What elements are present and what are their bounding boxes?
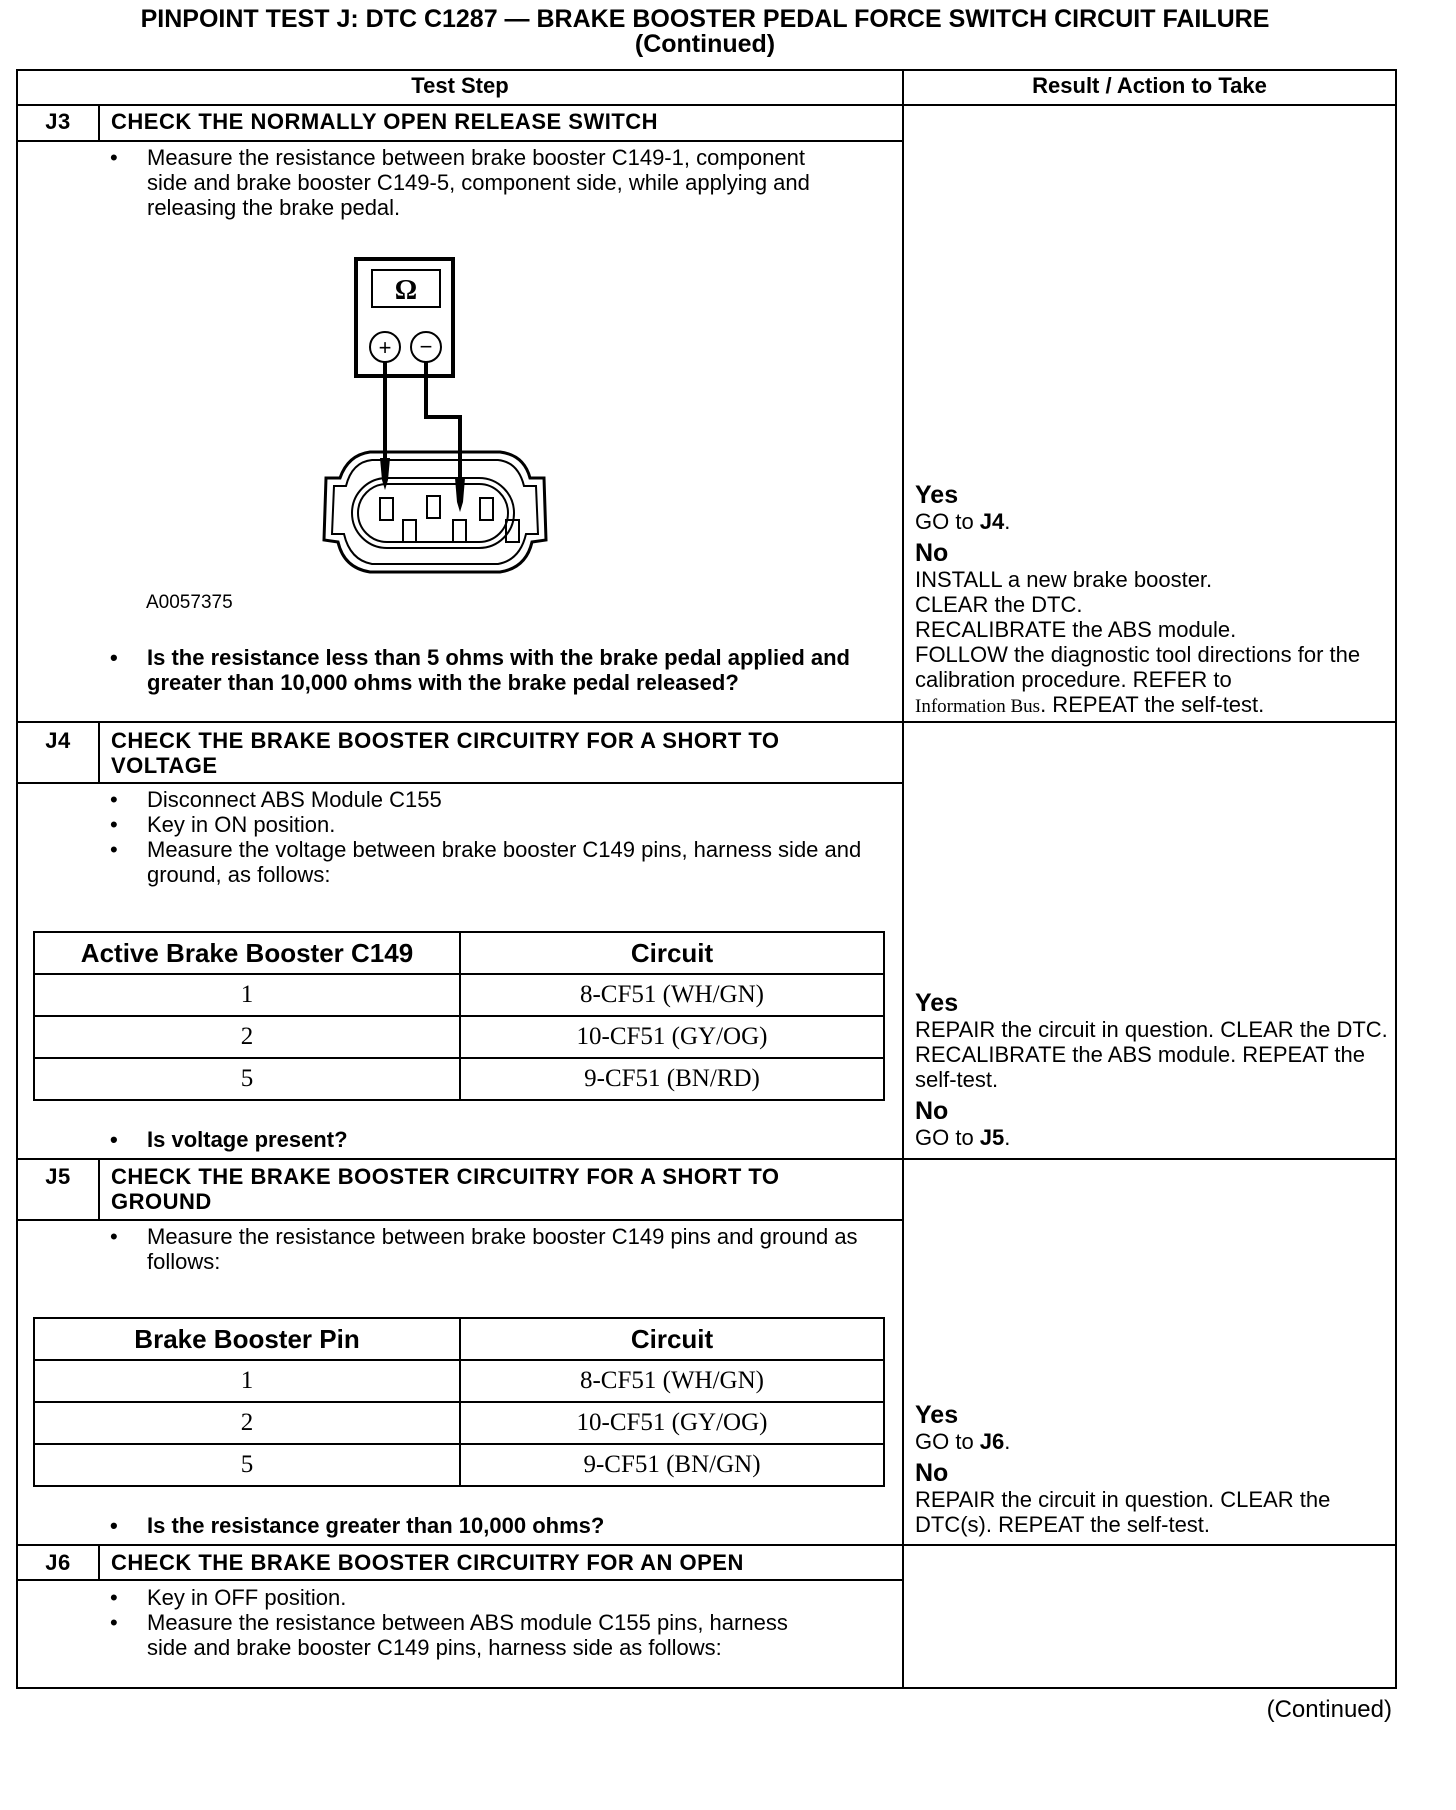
bullet-item: • Disconnect ABS Module C155 xyxy=(110,787,442,812)
goto-link[interactable]: J6 xyxy=(979,1429,1005,1454)
no-action: CLEAR the DTC. xyxy=(915,592,1083,617)
bullet-item: • Key in OFF position. xyxy=(110,1585,347,1610)
information-bus-link[interactable]: Information Bus xyxy=(915,696,1041,717)
table-row: 1 8-CF51 (WH/GN) xyxy=(34,974,884,1016)
result-j3: Yes GO to J4. No INSTALL a new brake booster. CLEAR the DTC. RECALIBRATE the ABS module. FOLLOW the diagnostic tool directions for the calibration procedure. REFER to Information Bus. REPEAT the self-test. xyxy=(915,482,1395,719)
step-heading: CHECK THE BRAKE BOOSTER CIRCUITRY FOR A SHORT TO VOLTAGE xyxy=(111,728,780,778)
pin-circuit-table xyxy=(33,1317,885,1487)
column-header: Circuit xyxy=(460,1318,884,1360)
bullet-item: • Measure the voltage between brake booster C149 pins, harness side and ground, as follows: xyxy=(110,837,862,887)
no-label: No xyxy=(915,539,949,567)
step-heading: CHECK THE NORMALLY OPEN RELEASE SWITCH xyxy=(111,109,659,134)
table-row: 2 10-CF51 (GY/OG) xyxy=(34,1016,884,1058)
page-title: PINPOINT TEST J: DTC C1287 — BRAKE BOOSTER PEDAL FORCE SWITCH CIRCUIT FAILURE xyxy=(140,5,1270,33)
probe-leads-icon xyxy=(385,362,460,482)
no-action: INSTALL a new brake booster. xyxy=(915,567,1213,592)
no-action: GO to J5. xyxy=(915,1125,1011,1150)
goto-link[interactable]: J4 xyxy=(979,509,1005,534)
column-header: Circuit xyxy=(460,932,884,974)
step-id: J4 xyxy=(45,728,71,753)
no-action: RECALIBRATE the ABS module. xyxy=(915,617,1237,642)
table-row: 5 9-CF51 (BN/RD) xyxy=(34,1058,884,1100)
step-question: • Is voltage present? xyxy=(110,1127,348,1152)
page-subtitle: (Continued) xyxy=(634,30,776,58)
bullet-item: • Measure the resistance between brake booster C149-1, component side and brake booster C149-5, component side, while applying and releasing the brake pedal. xyxy=(110,145,810,220)
plus-terminal: + xyxy=(378,335,392,360)
no-label: No xyxy=(915,1459,949,1487)
bullet-item: • Measure the resistance between brake booster C149 pins and ground as follows: xyxy=(110,1224,858,1274)
goto-link[interactable]: J5 xyxy=(979,1125,1005,1150)
step-question: • Is the resistance greater than 10,000 ohms? xyxy=(110,1513,605,1538)
pin-circuit-table xyxy=(33,931,885,1101)
table-row: 5 9-CF51 (BN/GN) xyxy=(34,1444,884,1486)
result-j5 xyxy=(915,1402,1395,1537)
step-id: J6 xyxy=(45,1550,71,1575)
no-action: FOLLOW the diagnostic tool directions for the calibration procedure. REFER to xyxy=(915,642,1361,692)
column-header: Active Brake Booster C149 xyxy=(34,932,460,974)
no-label: No xyxy=(915,1097,949,1125)
step-id: J3 xyxy=(45,109,71,134)
yes-label: Yes xyxy=(915,481,959,509)
yes-action: GO to J4. xyxy=(915,509,1011,534)
figure-label: A0057375 xyxy=(146,592,233,613)
column-header: Brake Booster Pin xyxy=(34,1318,460,1360)
column-header-result: Result / Action to Take xyxy=(1032,73,1267,98)
yes-action: GO to J6. xyxy=(915,1429,1011,1454)
step-question: • Is the resistance less than 5 ohms with the brake pedal applied and greater than 10,000 ohms with the brake pedal released? xyxy=(110,645,850,695)
no-action: REPAIR the circuit in question. CLEAR the DTC(s). REPEAT the self-test. xyxy=(915,1487,1331,1537)
bullet-item: • Measure the resistance between ABS module C155 pins, harness side and brake booster C149 pins, harness side as follows: xyxy=(110,1610,788,1660)
continued-footer: (Continued) xyxy=(1266,1696,1392,1723)
minus-terminal: − xyxy=(419,334,433,359)
ohmmeter-connector-diagram xyxy=(300,250,600,590)
yes-action: REPAIR the circuit in question. CLEAR the DTC. RECALIBRATE the ABS module. REPEAT the self-test. xyxy=(915,1017,1388,1092)
ohm-symbol: Ω xyxy=(394,275,418,306)
table-row: 2 10-CF51 (GY/OG) xyxy=(34,1402,884,1444)
step-heading: CHECK THE BRAKE BOOSTER CIRCUITRY FOR A SHORT TO GROUND xyxy=(111,1164,780,1214)
yes-label: Yes xyxy=(915,989,959,1017)
result-j4 xyxy=(915,990,1395,1150)
connector-icon xyxy=(324,452,546,572)
bullet-item: • Key in ON position. xyxy=(110,812,336,837)
column-header-test-step: Test Step xyxy=(411,73,509,98)
step-heading: CHECK THE BRAKE BOOSTER CIRCUITRY FOR AN OPEN xyxy=(111,1550,744,1575)
yes-label: Yes xyxy=(915,1401,959,1429)
step-id: J5 xyxy=(45,1164,71,1189)
table-row: 1 8-CF51 (WH/GN) xyxy=(34,1360,884,1402)
